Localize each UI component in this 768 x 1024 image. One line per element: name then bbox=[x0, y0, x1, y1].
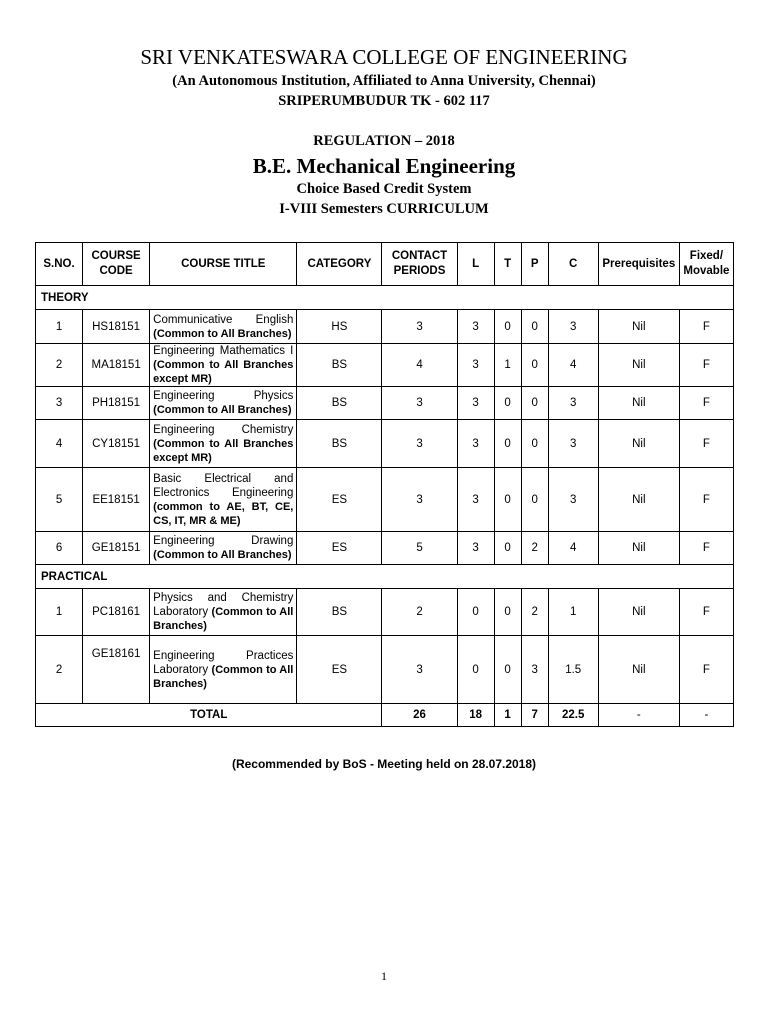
course-title: Engineering Practices Laboratory bbox=[153, 649, 294, 676]
cell-prereq: Nil bbox=[598, 532, 679, 565]
cell-code: EE18151 bbox=[83, 468, 150, 532]
col-header-code: COURSE CODE bbox=[83, 243, 150, 286]
cell-t: 0 bbox=[494, 636, 521, 704]
cell-code: GE18161 bbox=[83, 636, 150, 704]
course-note: (Common to All Branches) bbox=[153, 549, 292, 561]
course-note: (Common to All Branches) bbox=[153, 327, 292, 340]
cell-code: GE18151 bbox=[83, 532, 150, 565]
course-title-cell bbox=[150, 589, 297, 636]
course-title: Engineering Chemistry bbox=[153, 423, 294, 436]
cell-sno: 2 bbox=[36, 636, 83, 704]
page-number: 1 bbox=[381, 969, 387, 983]
cell-p: 0 bbox=[521, 420, 548, 468]
table-header-row bbox=[36, 243, 734, 286]
cell-t: 1 bbox=[494, 344, 521, 387]
cell-contact: 3 bbox=[382, 468, 457, 532]
cell-contact: 3 bbox=[382, 387, 457, 420]
cell-contact: 3 bbox=[382, 420, 457, 468]
college-name: SRI VENKATESWARA COLLEGE OF ENGINEERING bbox=[140, 45, 628, 69]
table-row bbox=[36, 532, 734, 565]
cell-l: 3 bbox=[457, 468, 494, 532]
col-header-prereq: Prerequisites bbox=[598, 243, 679, 286]
cell-p: 0 bbox=[521, 310, 548, 344]
cell-prereq: Nil bbox=[598, 310, 679, 344]
table-row bbox=[36, 589, 734, 636]
address-line: SRIPERUMBUDUR TK - 602 117 bbox=[278, 93, 490, 109]
cell-l: 0 bbox=[457, 589, 494, 636]
cell-sno: 1 bbox=[36, 310, 83, 344]
total-l: 18 bbox=[457, 704, 494, 727]
course-title: Engineering Physics bbox=[153, 390, 294, 402]
cell-category: ES bbox=[297, 532, 382, 565]
affiliation-line: (An Autonomous Institution, Affiliated to Anna University, Chennai) bbox=[172, 73, 596, 89]
cell-sno: 4 bbox=[36, 420, 83, 468]
section-header-row bbox=[36, 286, 734, 310]
total-prereq: - bbox=[598, 704, 679, 727]
cell-c: 3 bbox=[548, 310, 598, 344]
total-p: 7 bbox=[521, 704, 548, 727]
cell-prereq: Nil bbox=[598, 420, 679, 468]
cell-category: BS bbox=[297, 420, 382, 468]
cell-category: BS bbox=[297, 344, 382, 387]
programme-title: B.E. Mechanical Engineering bbox=[252, 154, 516, 178]
cell-code: CY18151 bbox=[83, 420, 150, 468]
cell-c: 4 bbox=[548, 532, 598, 565]
cell-p: 2 bbox=[521, 589, 548, 636]
section-title: PRACTICAL bbox=[36, 565, 734, 589]
total-row bbox=[36, 704, 734, 727]
cell-t: 0 bbox=[494, 420, 521, 468]
course-note: (Common to All Branches) bbox=[153, 404, 292, 416]
course-title-cell bbox=[150, 387, 297, 420]
cell-contact: 2 bbox=[382, 589, 457, 636]
cell-contact: 4 bbox=[382, 344, 457, 387]
course-note: (Common to All Branches) bbox=[153, 606, 294, 632]
cell-sno: 6 bbox=[36, 532, 83, 565]
cell-contact: 5 bbox=[382, 532, 457, 565]
cell-c: 4 bbox=[548, 344, 598, 387]
cell-fixed: F bbox=[679, 344, 733, 387]
cell-category: HS bbox=[297, 310, 382, 344]
col-header-c: C bbox=[548, 243, 598, 286]
cell-fixed: F bbox=[679, 589, 733, 636]
cell-p: 0 bbox=[521, 344, 548, 387]
total-contact: 26 bbox=[382, 704, 457, 727]
total-c: 22.5 bbox=[548, 704, 598, 727]
col-header-l: L bbox=[457, 243, 494, 286]
cell-prereq: Nil bbox=[598, 636, 679, 704]
cell-fixed: F bbox=[679, 636, 733, 704]
cell-fixed: F bbox=[679, 310, 733, 344]
course-title: Engineering Drawing bbox=[153, 535, 294, 547]
cell-l: 3 bbox=[457, 387, 494, 420]
cell-t: 0 bbox=[494, 310, 521, 344]
cell-prereq: Nil bbox=[598, 589, 679, 636]
cell-l: 3 bbox=[457, 420, 494, 468]
cell-c: 1 bbox=[548, 589, 598, 636]
cell-category: ES bbox=[297, 468, 382, 532]
cell-code: HS18151 bbox=[83, 310, 150, 344]
total-t: 1 bbox=[494, 704, 521, 727]
course-note: (Common to All Branches except MR) bbox=[153, 437, 294, 464]
cell-contact: 3 bbox=[382, 636, 457, 704]
course-title: Communicative English bbox=[153, 313, 294, 326]
col-header-contact: CONTACT PERIODS bbox=[382, 243, 457, 286]
course-title-cell bbox=[150, 344, 297, 387]
credit-system-line: Choice Based Credit System bbox=[296, 181, 472, 197]
cell-code: MA18151 bbox=[83, 344, 150, 387]
cell-code: PH18151 bbox=[83, 387, 150, 420]
cell-p: 0 bbox=[521, 468, 548, 532]
cell-p: 2 bbox=[521, 532, 548, 565]
col-header-category: CATEGORY bbox=[297, 243, 382, 286]
cell-p: 3 bbox=[521, 636, 548, 704]
table-row bbox=[36, 344, 734, 387]
col-header-sno: S.NO. bbox=[36, 243, 83, 286]
table-row bbox=[36, 636, 734, 704]
cell-c: 3 bbox=[548, 420, 598, 468]
cell-t: 0 bbox=[494, 589, 521, 636]
cell-l: 3 bbox=[457, 310, 494, 344]
cell-sno: 3 bbox=[36, 387, 83, 420]
cell-fixed: F bbox=[679, 387, 733, 420]
table-row bbox=[36, 468, 734, 532]
table-row bbox=[36, 310, 734, 344]
cell-category: BS bbox=[297, 387, 382, 420]
course-title: Physics and Chemistry Laboratory bbox=[153, 592, 294, 618]
course-title-cell bbox=[150, 310, 297, 344]
cell-l: 3 bbox=[457, 344, 494, 387]
total-fixed: - bbox=[679, 704, 733, 727]
col-header-title: COURSE TITLE bbox=[150, 243, 297, 286]
bos-note: (Recommended by BoS - Meeting held on 28.07.2018) bbox=[231, 757, 537, 771]
cell-sno: 1 bbox=[36, 589, 83, 636]
cell-category: BS bbox=[297, 589, 382, 636]
cell-c: 1.5 bbox=[548, 636, 598, 704]
curriculum-table bbox=[35, 242, 734, 727]
cell-t: 0 bbox=[494, 532, 521, 565]
col-header-p: P bbox=[521, 243, 548, 286]
section-title: THEORY bbox=[36, 286, 734, 310]
col-header-t: T bbox=[494, 243, 521, 286]
cell-fixed: F bbox=[679, 468, 733, 532]
cell-c: 3 bbox=[548, 468, 598, 532]
cell-fixed: F bbox=[679, 532, 733, 565]
cell-t: 0 bbox=[494, 387, 521, 420]
cell-fixed: F bbox=[679, 420, 733, 468]
cell-sno: 2 bbox=[36, 344, 83, 387]
course-title: Engineering Mathematics I bbox=[153, 345, 294, 357]
course-title-cell bbox=[150, 532, 297, 565]
total-label: TOTAL bbox=[36, 704, 382, 727]
cell-p: 0 bbox=[521, 387, 548, 420]
course-title-cell bbox=[150, 636, 297, 704]
cell-prereq: Nil bbox=[598, 387, 679, 420]
table-row bbox=[36, 420, 734, 468]
table-row bbox=[36, 387, 734, 420]
cell-l: 0 bbox=[457, 636, 494, 704]
col-header-fixed: Fixed/ Movable bbox=[679, 243, 733, 286]
semesters-line: I-VIII Semesters CURRICULUM bbox=[279, 201, 489, 217]
cell-prereq: Nil bbox=[598, 468, 679, 532]
course-note: (Common to All Branches) bbox=[153, 663, 294, 690]
cell-c: 3 bbox=[548, 387, 598, 420]
course-title-cell bbox=[150, 468, 297, 532]
regulation-line: REGULATION – 2018 bbox=[313, 133, 455, 149]
cell-contact: 3 bbox=[382, 310, 457, 344]
course-title: Basic Electrical and Electronics Engineering bbox=[153, 472, 294, 499]
cell-category: ES bbox=[297, 636, 382, 704]
course-note: (Common to All Branches except MR) bbox=[153, 359, 294, 385]
course-note: (common to AE, BT, CE, CS, IT, MR & ME) bbox=[153, 500, 294, 527]
cell-l: 3 bbox=[457, 532, 494, 565]
cell-prereq: Nil bbox=[598, 344, 679, 387]
cell-t: 0 bbox=[494, 468, 521, 532]
section-header-row bbox=[36, 565, 734, 589]
cell-code: PC18161 bbox=[83, 589, 150, 636]
course-title-cell bbox=[150, 420, 297, 468]
cell-sno: 5 bbox=[36, 468, 83, 532]
